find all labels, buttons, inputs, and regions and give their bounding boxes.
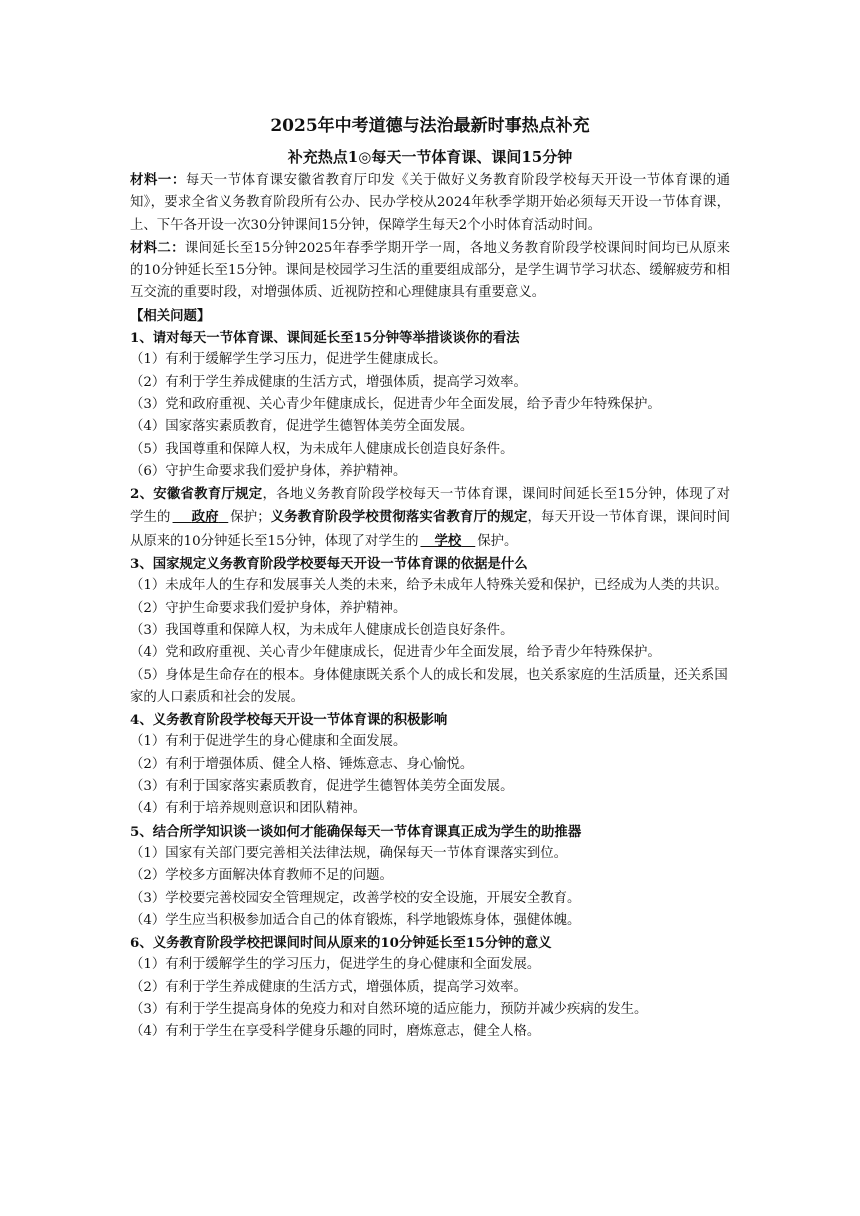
question-6 — [130, 932, 730, 1043]
question-6-heading: 6、义务教育阶段学校把课间时间从原来的10分钟延长至15分钟的意义 — [130, 935, 552, 952]
document-page — [130, 113, 730, 1044]
question-2-text-a: ，各地义务教育阶段学校每天一节体育课，课间时间延长至15分钟，体现了对学生的 — [130, 487, 730, 526]
list-item: （1）未成年人的生存和发展事关人类的未来，给予未成年人特殊关爱和保护，已经成为人类的共识。 — [130, 578, 728, 594]
question-2-text-c: ，每天开设一节体育课，课间时间从原来的10分钟延长至15分钟，体现了对学生的 — [130, 510, 731, 549]
list-item: （1）国家有关部门要完善相关法律法规，确保每天一节体育课落实到位。 — [130, 845, 568, 861]
question-5-heading: 5、结合所学知识谈一谈如何才能确保每天一节体育课真正成为学生的助推器 — [130, 823, 582, 840]
list-item: （2）有利于增强体质、健全人格、锤炼意志、身心愉悦。 — [130, 756, 474, 772]
list-item: （3）党和政府重视、关心青少年健康成长，促进青少年全面发展，给予青少年特殊保护。 — [130, 396, 661, 412]
list-item: （4）党和政府重视、关心青少年健康成长，促进青少年全面发展，给予青少年特殊保护。 — [130, 645, 661, 661]
list-item: （1）有利于缓解学生的学习压力，促进学生的身心健康和全面发展。 — [130, 957, 541, 973]
blank-answer-government — [171, 509, 231, 525]
list-item: （2）学校多方面解决体育教师不足的问题。 — [130, 868, 393, 884]
related-questions-heading: 【相关问题】 — [130, 307, 211, 324]
list-item: （1）有利于缓解学生学习压力，促进学生健康成长。 — [130, 352, 447, 368]
list-item: （4）有利于学生在享受科学健身乐趣的同时，磨炼意志，健全人格。 — [130, 1024, 541, 1040]
question-4 — [130, 709, 730, 820]
list-item: （2）有利于学生养成健康的生活方式，增强体质，提高学习效率。 — [130, 979, 527, 995]
list-item: （2）有利于学生养成健康的生活方式，增强体质，提高学习效率。 — [130, 374, 527, 390]
page-title: 2025年中考道德与法治最新时事热点补充 — [270, 116, 590, 136]
material-two-text: 课间延长至15分钟2025年春季学期开学一周，各地义务教育阶段学校课间时间均已从原来的10分钟延长至15分钟。课间是校园学习生活的重要组成部分，是学生调节学习状态、缓解疲劳和相互交流的重要时段，对增强体质、近视防控和心理健康具有重要意义。 — [130, 240, 730, 301]
list-item: （5）我国尊重和保障人权，为未成年人健康成长创造良好条件。 — [130, 441, 514, 457]
question-2-lead: 2、安徽省教育厅规定 — [130, 486, 263, 503]
list-item: （4）学生应当积极参加适合自己的体育锻炼，科学地锻炼身体，强健体魄。 — [130, 912, 581, 928]
material-two-label: 材料二： — [130, 239, 185, 256]
list-item: （3）学校要完善校园安全管理规定，改善学校的安全设施，开展安全教育。 — [130, 890, 581, 906]
blank-answer-school — [419, 533, 478, 549]
material-one-text: 每天一节体育课安徽省教育厅印发《关于做好义务教育阶段学校每天开设一节体育课的通知》，要求全省义务教育阶段所有公办、民办学校从2024年秋季学期开始必须每天开设一节体育课，上、下午各开设一次30分钟课间15分钟，保障学生每天2个小时体育活动时间。 — [130, 173, 731, 233]
question-3-heading: 3、国家规定义务教育阶段学校要每天开设一节体育课的依据是什么 — [130, 556, 528, 573]
section-subtitle: 补充热点1◎每天一节体育课、课间15分钟 — [287, 148, 573, 166]
question-2-text-b: 保护； — [230, 510, 271, 526]
question-4-heading: 4、义务教育阶段学校每天开设一节体育课的积极影响 — [130, 712, 448, 729]
list-item: （4）有利于培养规则意识和团队精神。 — [130, 801, 367, 817]
material-one — [130, 169, 730, 237]
question-2 — [130, 483, 730, 553]
list-item: （1）有利于促进学生的身心健康和全面发展。 — [130, 734, 407, 750]
question-1 — [130, 327, 730, 483]
blank-answer-school-text: 学校 — [434, 532, 462, 549]
question-2-text-d: 保护。 — [477, 533, 518, 549]
material-one-label: 材料一： — [130, 172, 186, 188]
list-item: （6）守护生命要求我们爱护身体，养护精神。 — [130, 463, 407, 479]
question-3 — [130, 553, 730, 709]
blank-answer-government-text: 政府 — [191, 509, 219, 526]
material-two — [130, 237, 730, 305]
list-item: （3）有利于学生提高身体的免疫力和对自然环境的适应能力，预防并减少疾病的发生。 — [130, 1001, 648, 1017]
list-item: （3）有利于国家落实素质教育，促进学生德智体美劳全面发展。 — [130, 779, 514, 795]
list-item: （5）身体是生命存在的根本。身体健康既关系个人的成长和发展，也关系家庭的生活质量，还关系国家的人口素质和社会的发展。 — [130, 667, 728, 705]
question-5 — [130, 821, 730, 932]
question-1-heading: 1、请对每天一节体育课、课间延长至15分钟等举措谈谈你的看法 — [130, 330, 520, 347]
list-item: （2）守护生命要求我们爱护身体，养护精神。 — [130, 600, 407, 616]
list-item: （4）国家落实素质教育，促进学生德智体美劳全面发展。 — [130, 419, 474, 435]
list-item: （3）我国尊重和保障人权，为未成年人健康成长创造良好条件。 — [130, 622, 514, 638]
question-2-mid: 义务教育阶段学校贯彻落实省教育厅的规定 — [270, 509, 528, 526]
